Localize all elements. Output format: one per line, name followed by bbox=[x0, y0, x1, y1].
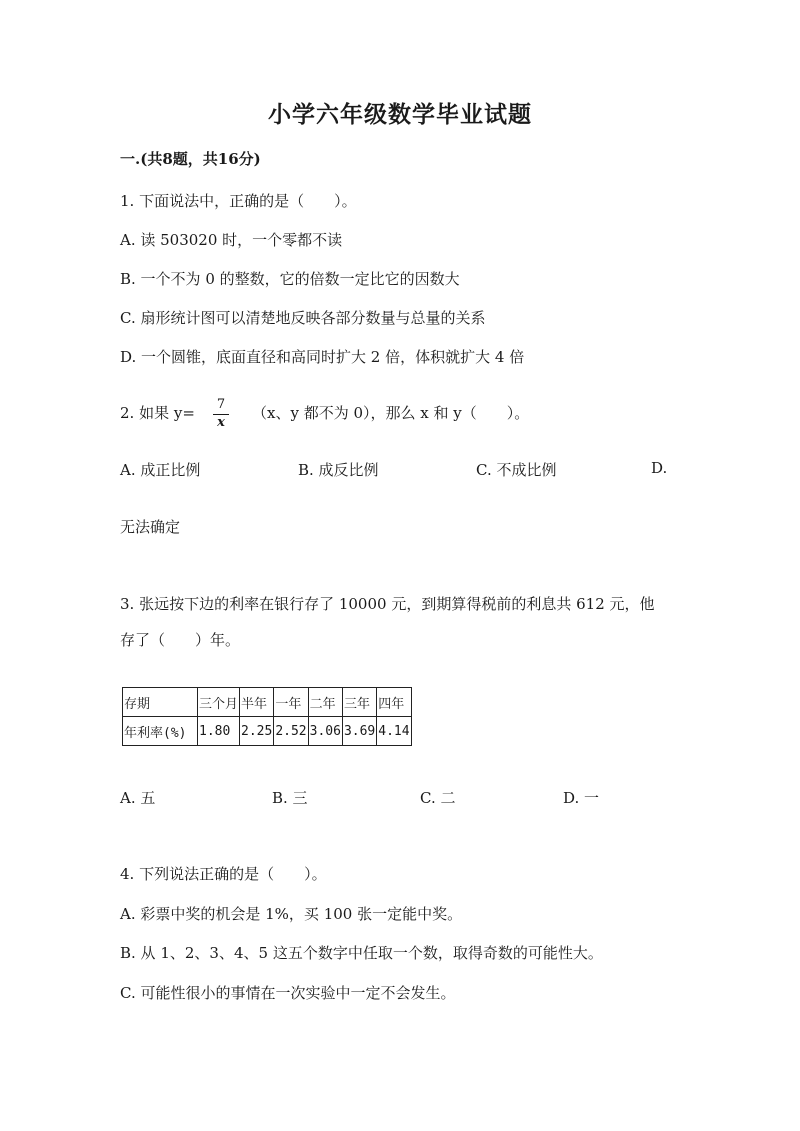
question-1-stem: 1. 下面说法中，正确的是（ ）。 bbox=[120, 192, 357, 210]
interest-rate-table bbox=[122, 687, 412, 746]
fraction-denominator: x bbox=[217, 415, 225, 430]
question-1-option-b: B. 一个不为 0 的整数，它的倍数一定比它的因数大 bbox=[120, 270, 460, 288]
question-3-option-c: C. 二 bbox=[420, 789, 456, 807]
table-row bbox=[123, 717, 412, 746]
table-cell: 2.52 bbox=[274, 717, 308, 746]
question-3-option-b: B. 三 bbox=[272, 789, 308, 807]
fraction-numerator: 7 bbox=[216, 397, 226, 412]
page-title: 小学六年级数学毕业试题 bbox=[268, 101, 532, 128]
table-cell: 三个月 bbox=[198, 688, 240, 717]
question-1-option-a: A. 读 503020 时，一个零都不读 bbox=[120, 231, 343, 249]
table-cell: 4.14 bbox=[377, 717, 411, 746]
table-header-row bbox=[123, 688, 412, 717]
question-3-stem-line-2: 存了（ ）年。 bbox=[120, 631, 241, 649]
table-cell: 3.69 bbox=[342, 717, 376, 746]
table-cell: 存期 bbox=[123, 688, 198, 717]
table-cell: 一年 bbox=[274, 688, 308, 717]
table-cell: 年利率(%) bbox=[123, 717, 198, 746]
question-2-stem-prefix: 2. 如果 y= bbox=[120, 404, 195, 422]
table-cell: 半年 bbox=[240, 688, 274, 717]
question-2-stem-suffix: （x、y 都不为 0），那么 x 和 y（ ）。 bbox=[252, 404, 530, 422]
table-cell: 二年 bbox=[308, 688, 342, 717]
question-2-option-d-text: 无法确定 bbox=[120, 518, 181, 536]
question-3-option-d: D. 一 bbox=[563, 789, 600, 807]
question-3-option-a: A. 五 bbox=[120, 789, 156, 807]
question-4-option-c: C. 可能性很小的事情在一次实验中一定不会发生。 bbox=[120, 984, 456, 1002]
question-4-option-a: A. 彩票中奖的机会是 1%，买 100 张一定能中奖。 bbox=[120, 905, 463, 923]
question-2-option-a: A. 成正比例 bbox=[120, 461, 201, 479]
question-1-option-d: D. 一个圆锥，底面直径和高同时扩大 2 倍，体积就扩大 4 倍 bbox=[120, 348, 525, 366]
section-header: 一.(共8题，共16分) bbox=[120, 150, 261, 168]
question-2-option-c: C. 不成比例 bbox=[476, 461, 557, 479]
question-1-option-c: C. 扇形统计图可以清楚地反映各部分数量与总量的关系 bbox=[120, 309, 486, 327]
question-4-stem: 4. 下列说法正确的是（ ）。 bbox=[120, 865, 327, 883]
table-cell: 3.06 bbox=[308, 717, 342, 746]
question-2-option-d: D. bbox=[651, 459, 668, 477]
question-4-option-b: B. 从 1、2、3、4、5 这五个数字中任取一个数，取得奇数的可能性大。 bbox=[120, 944, 603, 962]
question-3-stem-line-1: 3. 张远按下边的利率在银行存了 10000 元，到期算得税前的利息共 612 元，他 bbox=[120, 595, 655, 613]
question-2-option-b: B. 成反比例 bbox=[298, 461, 379, 479]
table-cell: 2.25 bbox=[240, 717, 274, 746]
table-cell: 三年 bbox=[342, 688, 376, 717]
fraction-7-over-x bbox=[213, 397, 229, 430]
table-cell: 1.80 bbox=[198, 717, 240, 746]
table-cell: 四年 bbox=[377, 688, 411, 717]
